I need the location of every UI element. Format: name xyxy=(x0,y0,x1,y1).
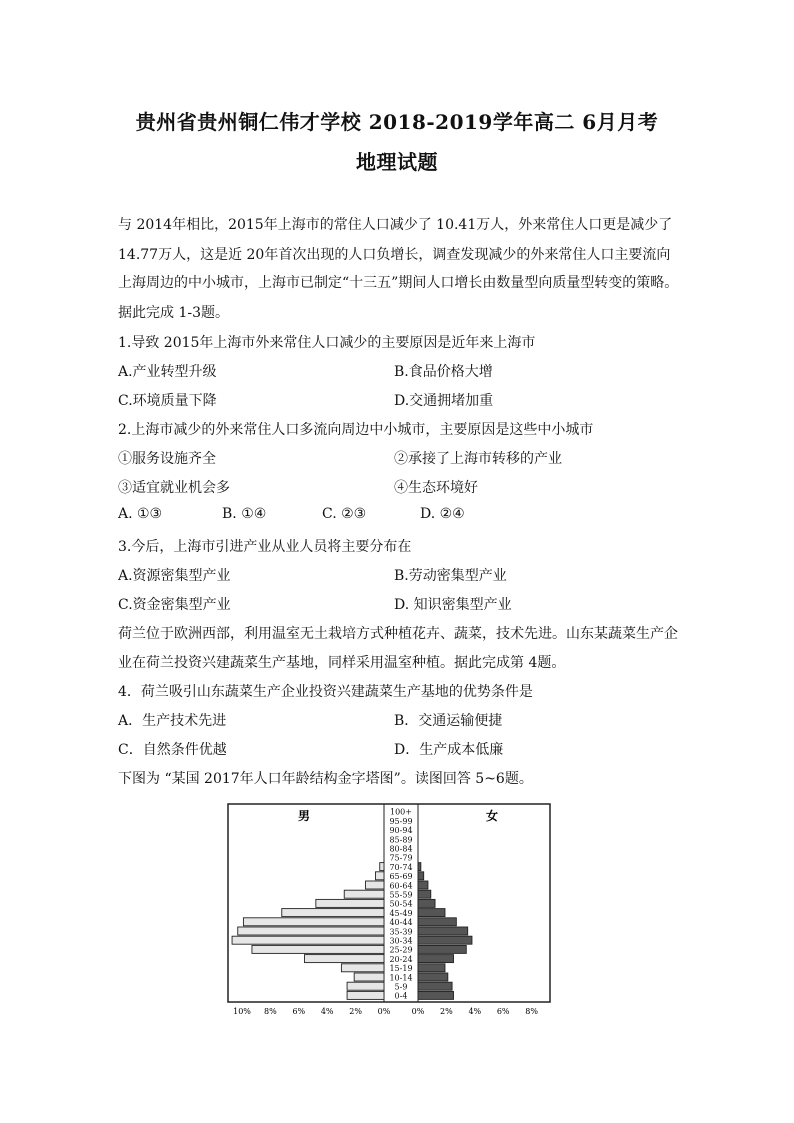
q1-option-b: B.食品价格大增 xyxy=(394,364,493,380)
female-bar-15-19 xyxy=(418,964,445,972)
female-bar-30-34 xyxy=(418,936,472,944)
question-1-stem: 1.导致 2015年上海市外来常住人口减少的主要原因是近年来上海市 xyxy=(118,335,536,351)
female-bar-25-29 xyxy=(418,945,466,953)
x-tick-left-8%: 8% xyxy=(264,1007,277,1016)
age-label-35-39: 35-39 xyxy=(389,927,413,937)
male-bar-40-44 xyxy=(243,918,384,926)
age-label-65-69: 65-69 xyxy=(389,872,413,882)
male-bar-45-49 xyxy=(282,909,384,917)
male-bar-15-19 xyxy=(341,964,384,972)
age-label-95-99: 95-99 xyxy=(389,816,413,826)
female-bar-35-39 xyxy=(418,927,468,935)
q3-option-d: D. 知识密集型产业 xyxy=(394,597,512,613)
age-label-15-19: 15-19 xyxy=(389,964,413,974)
male-label: 男 xyxy=(298,809,311,823)
male-bar-50-54 xyxy=(316,899,384,907)
female-bar-10-14 xyxy=(418,973,448,981)
passage1-line4: 据此完成 1-3题。 xyxy=(118,305,229,321)
female-bar-5-9 xyxy=(418,982,452,990)
female-bar-65-69 xyxy=(418,872,424,880)
female-bar-50-54 xyxy=(418,899,435,907)
age-label-30-34: 30-34 xyxy=(389,936,413,946)
q1-option-c: C.环境质量下降 xyxy=(118,393,217,409)
passage2-line2: 业在荷兰投资兴建蔬菜生产基地，同样采用温室种植。据此完成第 4题。 xyxy=(118,655,566,671)
q3-option-b: B.劳动密集型产业 xyxy=(394,568,507,584)
female-bar-20-24 xyxy=(418,955,454,963)
q4-option-b: B．交通运输便捷 xyxy=(394,713,503,729)
question-3-stem: 3.今后，上海市引进产业从业人员将主要分布在 xyxy=(118,539,412,555)
age-label-5-9: 5-9 xyxy=(394,982,408,992)
age-label-55-59: 55-59 xyxy=(389,890,413,900)
male-bar-70-74 xyxy=(380,863,384,871)
q2-option-d: D. ②④ xyxy=(420,506,465,522)
x-tick-right-8%: 8% xyxy=(525,1007,538,1016)
age-label-40-44: 40-44 xyxy=(389,918,413,928)
x-tick-right-4%: 4% xyxy=(468,1007,482,1016)
q2-statement-3: ③适宜就业机会多 xyxy=(118,480,230,496)
q3-option-a: A.资源密集型产业 xyxy=(118,568,231,584)
x-tick-left-6%: 6% xyxy=(292,1007,306,1016)
q2-option-b: B. ①④ xyxy=(222,506,267,522)
x-tick-right-6%: 6% xyxy=(496,1007,510,1016)
age-label-45-49: 45-49 xyxy=(389,908,413,918)
age-label-75-79: 75-79 xyxy=(389,853,413,863)
q2-option-a: A. ①③ xyxy=(118,506,163,522)
x-tick-left-0%: 0% xyxy=(377,1007,391,1016)
female-bar-45-49 xyxy=(418,909,445,917)
male-bar-25-29 xyxy=(252,945,384,953)
age-label-80-84: 80-84 xyxy=(389,844,413,854)
female-bar-55-59 xyxy=(418,890,431,898)
age-label-85-89: 85-89 xyxy=(389,835,413,845)
q4-option-c: C．自然条件优越 xyxy=(118,742,227,758)
male-bar-5-9 xyxy=(347,982,384,990)
male-bar-65-69 xyxy=(375,872,384,880)
x-tick-left-2%: 2% xyxy=(349,1007,362,1016)
female-label: 女 xyxy=(486,809,499,823)
female-bar-40-44 xyxy=(418,918,456,926)
exam-subtitle: 地理试题 xyxy=(356,150,438,174)
male-bar-55-59 xyxy=(344,890,384,898)
q1-option-a: A.产业转型升级 xyxy=(118,364,217,380)
male-bar-10-14 xyxy=(354,973,384,981)
female-bar-0-4 xyxy=(418,991,454,999)
age-label-50-54: 50-54 xyxy=(389,899,413,909)
q2-statement-4: ④生态环境好 xyxy=(394,480,478,496)
q3-option-c: C.资金密集型产业 xyxy=(118,597,231,613)
q2-statement-2: ②承接了上海市转移的产业 xyxy=(394,451,562,467)
x-tick-right-0%: 0% xyxy=(411,1007,425,1016)
male-bar-60-64 xyxy=(366,881,384,889)
passage1-line3: 上海周边的中小城市，上海市已制定“十三五”期间人口增长由数量型向质量型转变的策略。 xyxy=(118,275,679,291)
age-label-70-74: 70-74 xyxy=(389,862,413,872)
age-label-100+: 100+ xyxy=(390,807,412,817)
passage1-line2: 14.77万人，这是近 20年首次出现的人口负增长，调查发现减少的外来常住人口主要流向 xyxy=(118,247,671,263)
male-bar-20-24 xyxy=(304,955,384,963)
male-bar-30-34 xyxy=(232,936,384,944)
q4-option-a: A．生产技术先进 xyxy=(118,713,227,729)
passage1-line1: 与 2014年相比，2015年上海市的常住人口减少了 10.41万人，外来常住人口更是减少了 xyxy=(118,217,673,233)
x-tick-left-10%: 10% xyxy=(233,1007,251,1016)
exam-title: 贵州省贵州铜仁伟才学校 2018-2019学年高二 6月月考 xyxy=(135,110,659,134)
female-bar-70-74 xyxy=(418,863,421,871)
question-2-stem: 2.上海市减少的外来常住人口多流向周边中小城市，主要原因是这些中小城市 xyxy=(118,422,594,438)
q2-option-c: C. ②③ xyxy=(322,506,367,522)
male-bar-35-39 xyxy=(238,927,384,935)
passage3: 下图为 “某国 2017年人口年龄结构金字塔图”。读图回答 5~6题。 xyxy=(118,771,533,787)
age-label-90-94: 90-94 xyxy=(389,826,413,836)
question-4-stem: 4．荷兰吸引山东蔬菜生产企业投资兴建蔬菜生产基地的优势条件是 xyxy=(118,684,533,700)
female-bar-60-64 xyxy=(418,881,428,889)
passage2-line1: 荷兰位于欧洲西部，利用温室无土栽培方式种植花卉、蔬菜，技术先进。山东某蔬菜生产企 xyxy=(118,626,678,642)
age-label-10-14: 10-14 xyxy=(389,973,413,983)
q2-statement-1: ①服务设施齐全 xyxy=(118,451,216,467)
q1-option-d: D.交通拥堵加重 xyxy=(394,393,494,409)
male-bar-0-4 xyxy=(347,991,384,999)
x-tick-left-4%: 4% xyxy=(320,1007,334,1016)
age-label-60-64: 60-64 xyxy=(389,881,413,891)
age-label-20-24: 20-24 xyxy=(389,954,413,964)
age-label-25-29: 25-29 xyxy=(389,945,413,955)
age-label-0-4: 0-4 xyxy=(394,991,408,1001)
population-pyramid-chart xyxy=(226,802,556,1018)
x-tick-right-2%: 2% xyxy=(440,1007,453,1016)
q4-option-d: D．生产成本低廉 xyxy=(394,742,504,758)
